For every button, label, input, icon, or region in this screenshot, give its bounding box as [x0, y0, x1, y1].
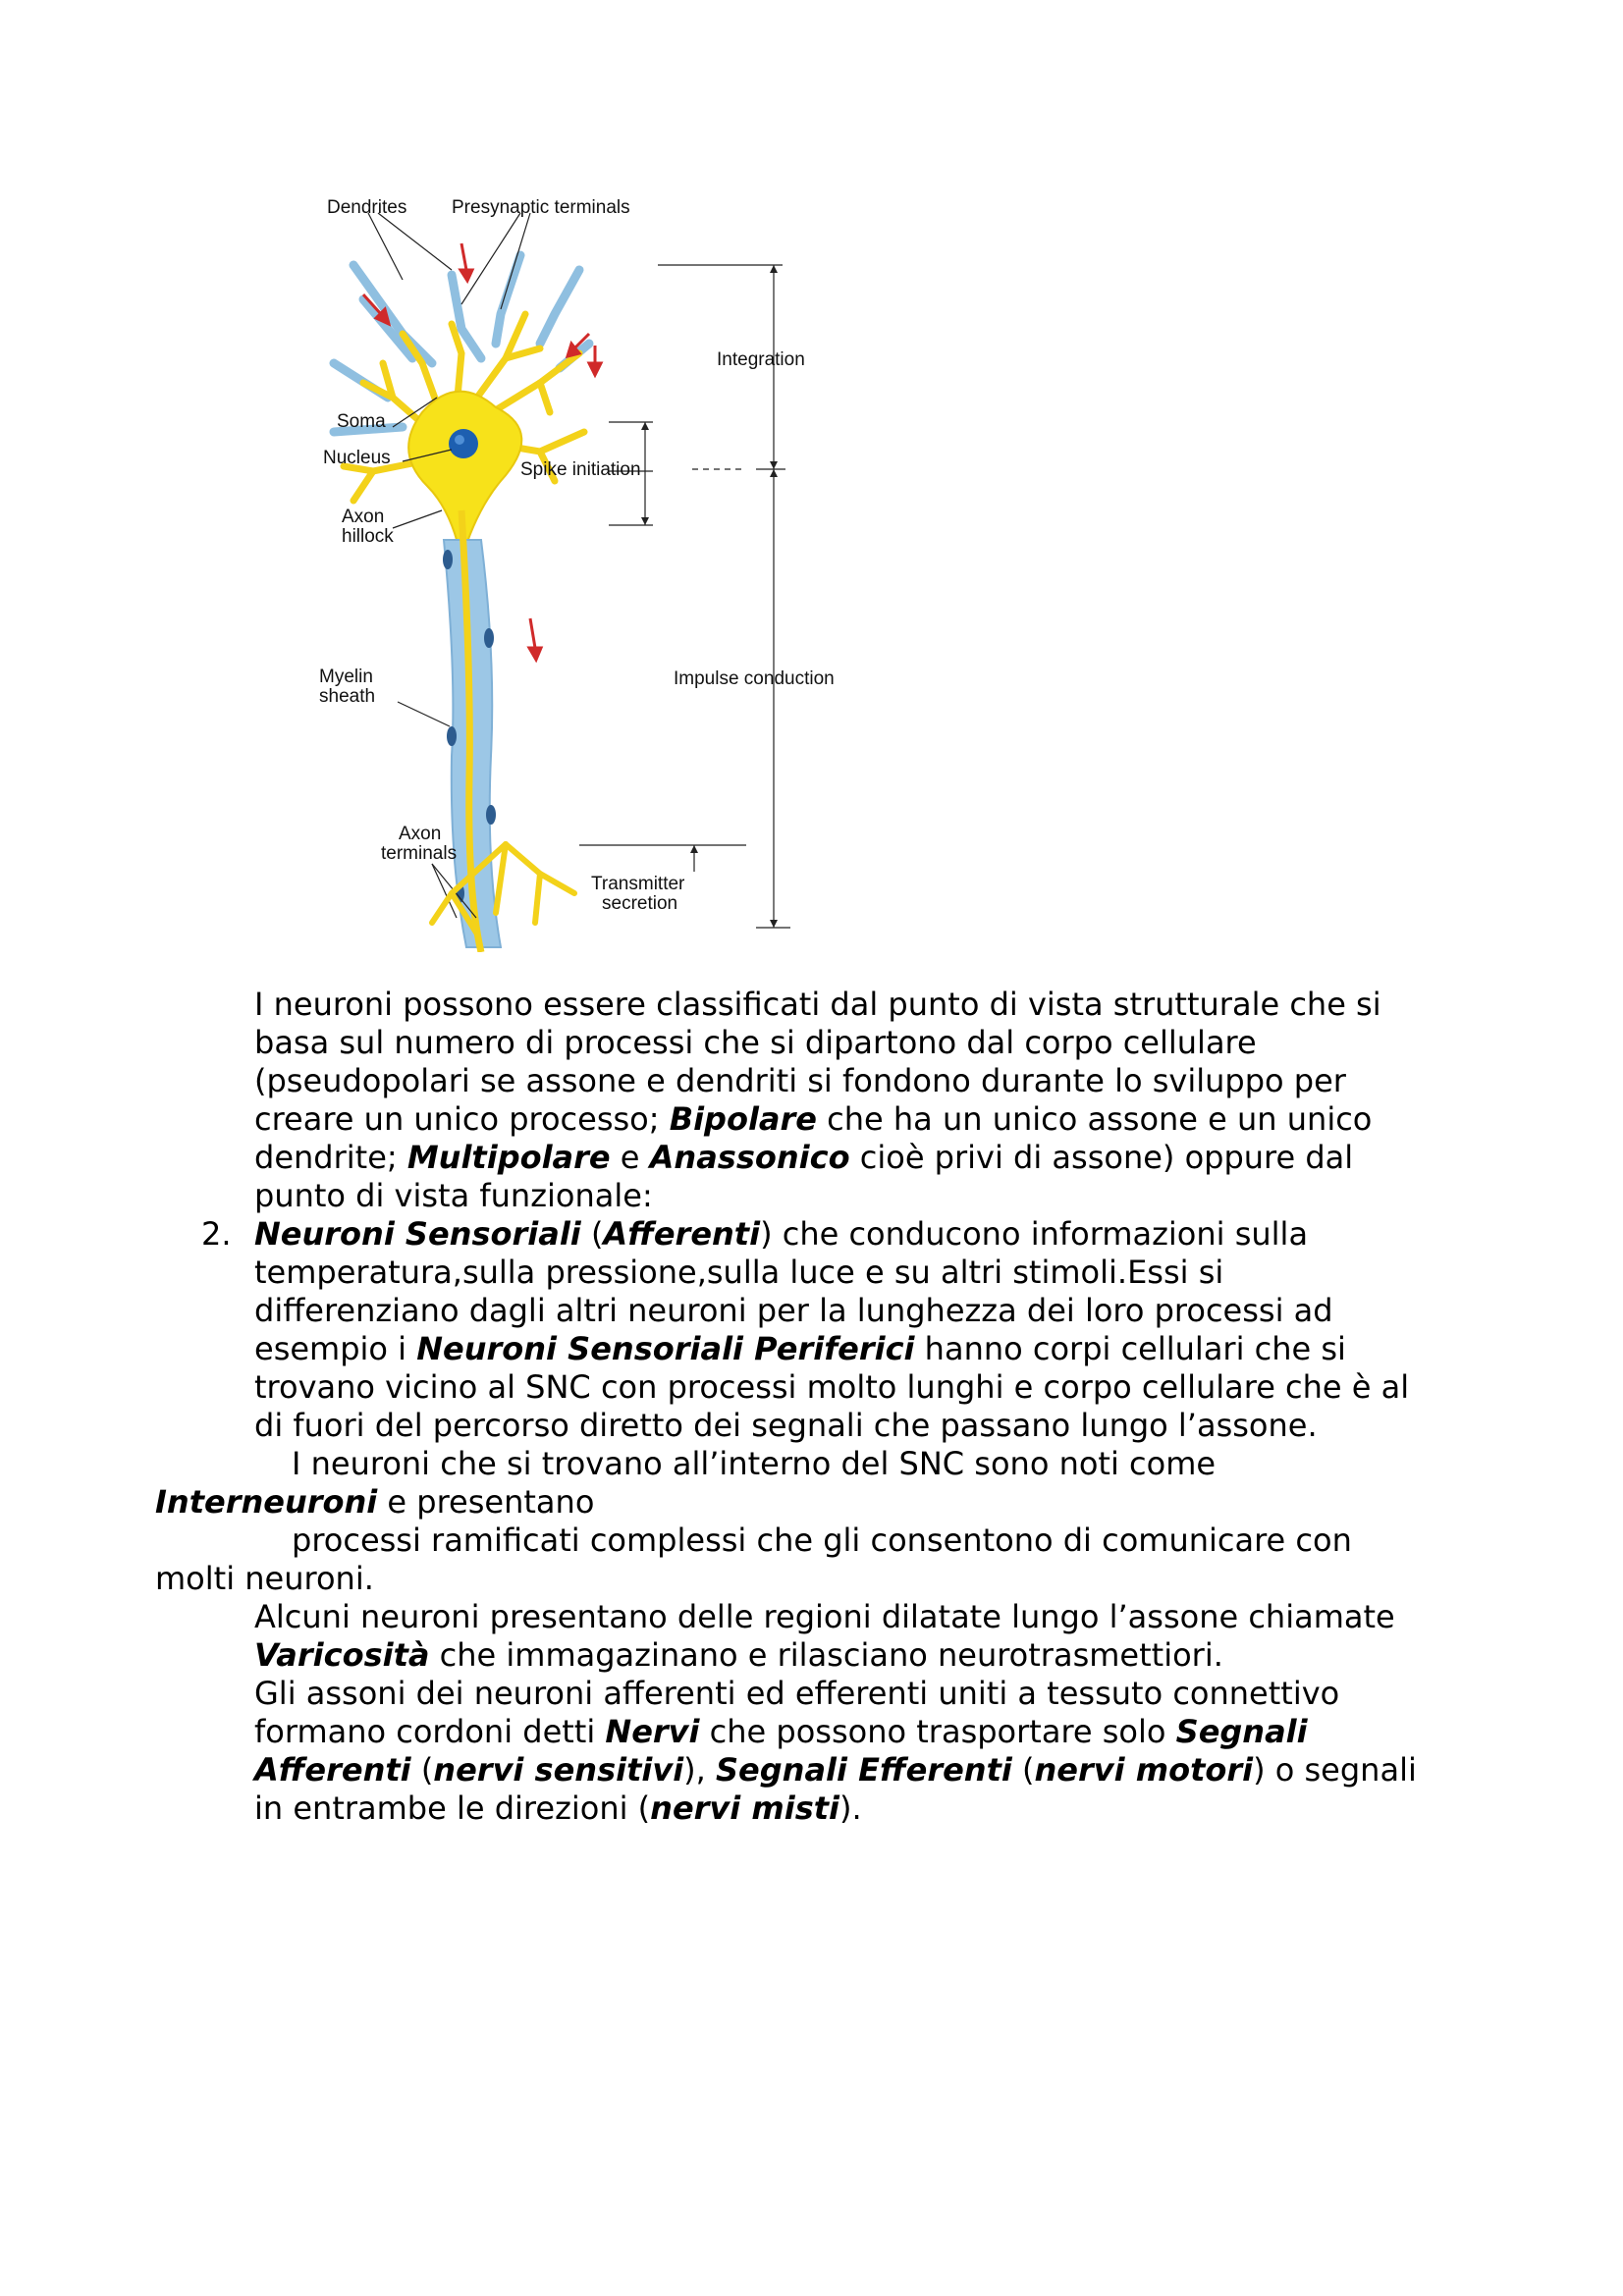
- para1-line5: dendrite; Multipolare e Anassonico cioè privi di assone) oppure dal: [254, 1139, 1354, 1176]
- para2-line3: processi ramificati complessi che gli consentono di comunicare con: [292, 1522, 1352, 1559]
- term-multipolare: Multipolare: [406, 1139, 611, 1176]
- para1-line2: basa sul numero di processi che si dipartono dal corpo cellulare: [254, 1024, 1257, 1061]
- label-nucleus: Nucleus: [323, 448, 391, 468]
- para3-line2: Varicosità che immagazinano e rilasciano neurotrasmettiori.: [254, 1636, 1223, 1674]
- item2-line6: di fuori del percorso diretto dei segnali che passano lungo l’assone.: [254, 1407, 1318, 1444]
- term-anassonico: Anassonico: [649, 1139, 850, 1176]
- para1-line4: creare un unico processo; Bipolare che ha un unico assone e un unico: [254, 1100, 1373, 1138]
- label-axon-terminals-2: terminals: [381, 843, 458, 864]
- para4-line1: Gli assoni dei neuroni afferenti ed efferenti uniti a tessuto connettivo: [254, 1675, 1340, 1712]
- label-axon-terminals-1: Axon: [399, 824, 442, 844]
- para2-line1: I neuroni che si trovano all’interno del SNC sono noti come: [292, 1445, 1217, 1482]
- label-myelin-2: sheath: [319, 686, 376, 707]
- item2-line3: differenziano dagli altri neuroni per la lunghezza dei loro processi ad: [254, 1292, 1333, 1329]
- label-axon-hillock-2: hillock: [342, 526, 394, 547]
- label-transmitter-1: Transmitter: [591, 874, 685, 894]
- para4-line4: in entrambe le direzioni (nervi misti).: [254, 1789, 862, 1827]
- neuron-diagram: [295, 187, 903, 952]
- para2-line2: Interneuroni e presentano: [155, 1483, 595, 1521]
- para2-line4: molti neuroni.: [155, 1560, 374, 1597]
- item2-line5: trovano vicino al SNC con processi molto lunghi e corpo cellulare che è al: [254, 1368, 1410, 1406]
- term-bipolare: Bipolare: [669, 1100, 817, 1138]
- item2-line4: esempio i Neuroni Sensoriali Periferici hanno corpi cellulari che si: [254, 1330, 1346, 1367]
- label-integration: Integration: [717, 349, 805, 370]
- para4-line2: formano cordoni detti Nervi che possono trasportare solo Segnali: [254, 1713, 1308, 1750]
- item2-line1: Neuroni Sensoriali (Afferenti) che conducono informazioni sulla: [254, 1215, 1309, 1253]
- nucleus: [449, 429, 478, 458]
- item2-line2: temperatura,sulla pressione,sulla luce e su altri stimoli.Essi si: [254, 1254, 1224, 1291]
- label-dendrites: Dendrites: [327, 197, 407, 218]
- para4-line3: Afferenti (nervi sensitivi), Segnali Efferenti (nervi motori) o segnali: [254, 1751, 1417, 1789]
- para3-line1: Alcuni neuroni presentano delle regioni dilatate lungo l’assone chiamate: [254, 1598, 1395, 1635]
- para1-line6: punto di vista funzionale:: [254, 1177, 653, 1214]
- label-transmitter-2: secretion: [602, 893, 678, 914]
- label-presynaptic-terminals: Presynaptic terminals: [452, 197, 630, 218]
- label-axon-hillock-1: Axon: [342, 507, 385, 527]
- label-myelin-1: Myelin: [319, 667, 373, 687]
- label-soma: Soma: [337, 411, 386, 432]
- label-impulse-conduction: Impulse conduction: [674, 668, 835, 689]
- label-spike-initiation: Spike initiation: [520, 459, 641, 480]
- para1-line1: I neuroni possono essere classificati dal punto di vista strutturale che si: [254, 986, 1381, 1023]
- list-number-2: 2.: [201, 1215, 232, 1253]
- para1-line3: (pseudopolari se assone e dendriti si fondono durante lo sviluppo per: [254, 1062, 1346, 1099]
